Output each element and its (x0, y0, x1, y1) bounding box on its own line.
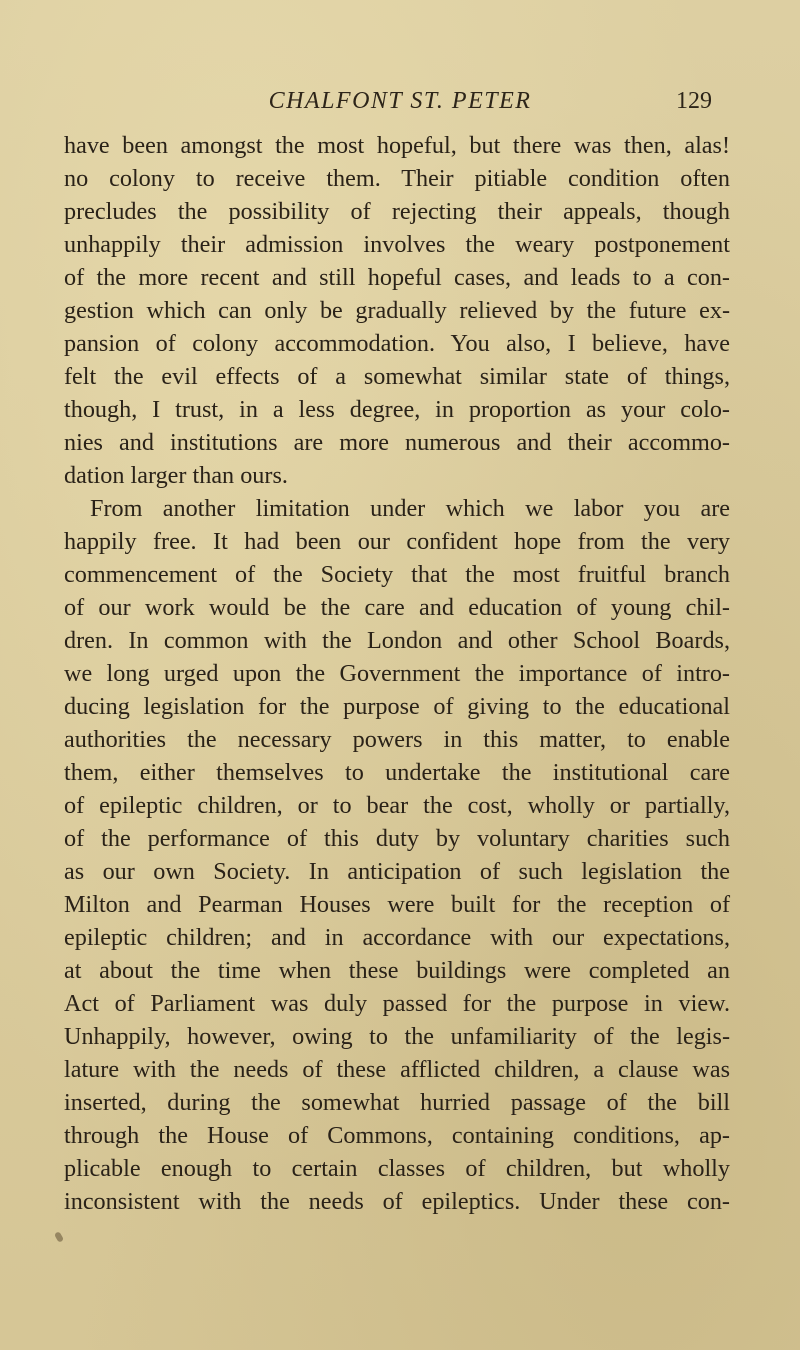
text-line: of our work would be the care and education of young chil- (64, 594, 730, 621)
text-line: precludes the possibility of rejecting their appeals, though (64, 198, 730, 225)
text-line: inserted, during the somewhat hurried passage of the bill (64, 1089, 730, 1116)
text-line: though, I trust, in a less degree, in proportion as your colo- (64, 396, 730, 423)
text-line: ducing legislation for the purpose of giving to the educational (64, 693, 730, 720)
text-line: of the performance of this duty by voluntary charities such (64, 825, 730, 852)
text-line: unhappily their admission involves the weary postponement (64, 231, 730, 258)
text-line: Milton and Pearman Houses were built for the reception of (64, 891, 730, 918)
text-line: Act of Parliament was duly passed for the purpose in view. (64, 990, 730, 1017)
text-line: have been amongst the most hopeful, but there was then, alas! (64, 132, 730, 159)
text-line: happily free. It had been our confident hope from the very (64, 528, 730, 555)
text-line: dren. In common with the London and other School Boards, (64, 627, 730, 654)
text-line: as our own Society. In anticipation of such legislation the (64, 858, 730, 885)
text-line: authorities the necessary powers in this matter, to enable (64, 726, 730, 753)
text-line: at about the time when these buildings were completed an (64, 957, 730, 984)
paper-blemish (54, 1231, 64, 1243)
text-line: of the more recent and still hopeful cases, and leads to a con- (64, 264, 730, 291)
text-line: commencement of the Society that the most fruitful branch (64, 561, 730, 588)
text-line: nies and institutions are more numerous and their accommo- (64, 429, 730, 456)
text-line: of epileptic children, or to bear the cost, wholly or partially, (64, 792, 730, 819)
paragraph-start-line: From another limitation under which we labor you are (90, 495, 730, 522)
text-line: we long urged upon the Government the importance of intro- (64, 660, 730, 687)
text-line: felt the evil effects of a somewhat similar state of things, (64, 363, 730, 390)
text-line: them, either themselves to undertake the institutional care (64, 759, 730, 786)
running-title: CHALFONT ST. PETER (268, 88, 532, 114)
text-line: through the House of Commons, containing conditions, ap- (64, 1122, 730, 1149)
text-line: pansion of colony accommodation. You also, I believe, have (64, 330, 730, 357)
running-header (40, 88, 760, 128)
text-line: epileptic children; and in accordance with our expectations, (64, 924, 730, 951)
text-line: gestion which can only be gradually relieved by the future ex- (64, 297, 730, 324)
text-line: inconsistent with the needs of epileptics. Under these con- (64, 1188, 730, 1215)
text-line: plicable enough to certain classes of children, but wholly (64, 1155, 730, 1182)
text-line: Unhappily, however, owing to the unfamiliarity of the legis- (64, 1023, 730, 1050)
page-number: 129 (676, 88, 712, 114)
text-line: lature with the needs of these afflicted children, a clause was (64, 1056, 730, 1083)
text-line: dation larger than ours. (64, 462, 288, 489)
text-line: no colony to receive them. Their pitiable condition often (64, 165, 730, 192)
